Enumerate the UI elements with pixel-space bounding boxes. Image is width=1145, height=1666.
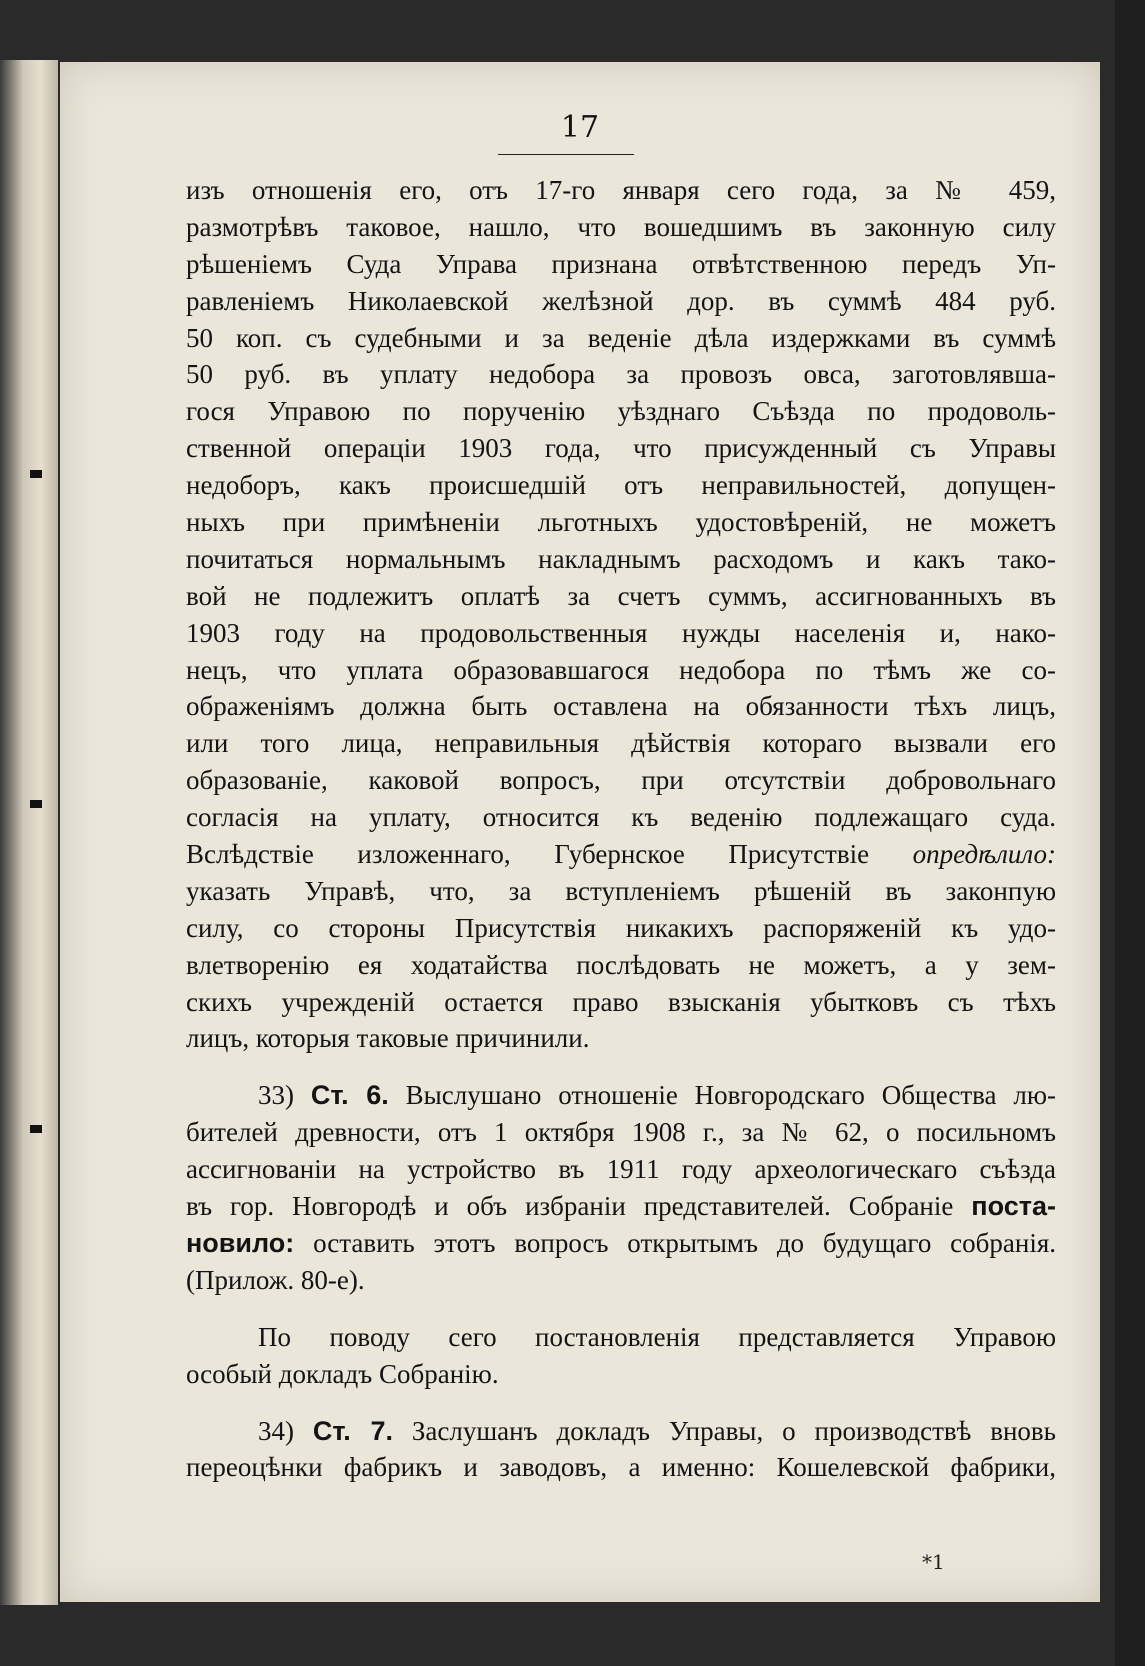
binding-mark: [30, 800, 42, 808]
item-number: 33): [258, 1080, 311, 1111]
text-line: [186, 836, 1056, 873]
text-line: равленіемъ Николаевской желѣзной дор. въ суммѣ 484 руб.: [186, 285, 1056, 316]
text-line: ственной операціи 1903 года, что присужденный съ Управы: [186, 433, 1056, 464]
text-line: гося Управою по порученію уѣзднаго Съѣзда по продоволь-: [186, 396, 1056, 427]
text-line: [186, 1225, 1056, 1262]
text-line: переоцѣнки фабрикъ и заводовъ, а именно: Кошелевской фабрики,: [186, 1452, 1056, 1483]
text-line: вой не подлежитъ оплатѣ за счетъ суммъ, ассигнованныхъ въ: [186, 580, 1056, 611]
note-paragraph: [186, 1319, 1056, 1393]
scan-background: [1115, 0, 1145, 1666]
text-run: Вслѣдствіе изложеннаго, Губернское Присутствіе: [186, 839, 913, 870]
paragraph-gap: [186, 1057, 1056, 1077]
page-body: [186, 172, 1056, 1486]
text-line: согласія на уплату, относится къ веденію подлежащаго суда.: [186, 802, 1056, 833]
resolution-keyword: поста-: [971, 1191, 1056, 1222]
page-number: 17: [560, 110, 600, 145]
text-line: [186, 1077, 1056, 1114]
text-line: 50 руб. въ уплату недобора за провозъ овса, заготовлявша-: [186, 359, 1056, 390]
signature-mark: *1: [922, 1550, 945, 1574]
text-line: 1903 году на продовольственныя нужды населенія и, нако-: [186, 617, 1056, 648]
book-page: [60, 62, 1100, 1602]
text-line: бителей древности, отъ 1 октября 1908 г., за № 62, о посильномъ: [186, 1117, 1056, 1148]
text-line: изъ отношенія его, отъ 17-го января сего года, за № 459,: [186, 175, 1056, 205]
text-line: силу, со стороны Присутствія никакихъ распоряженій къ удо-: [186, 912, 1056, 943]
text-line: влетворенію ея ходатайства послѣдовать не можетъ, а у зем-: [186, 949, 1056, 980]
item-number: 34): [258, 1415, 313, 1446]
text-run: въ гор. Новгородѣ и объ избраніи представителей. Собраніе: [186, 1191, 972, 1222]
text-line: (Прилож. 80-е).: [186, 1264, 365, 1295]
text-line: размотрѣвъ таковое, нашло, что вошедшимъ въ законную силу: [186, 211, 1056, 242]
paragraph-gap: [186, 1299, 1056, 1319]
binding-mark: [30, 1125, 42, 1133]
text-line: 50 коп. съ судебными и за веденіе дѣла издержками въ суммѣ: [186, 322, 1056, 353]
text-line: указать Управѣ, что, за вступленіемъ рѣшеній въ законпую: [186, 875, 1056, 906]
text-line: недоборъ, какъ происшедшій отъ неправильностей, допущен-: [186, 470, 1056, 501]
text-line: или того лица, неправильныя дѣйствія котораго вызвали его: [186, 728, 1056, 759]
text-run: Выслушано отношеніе Новгородскаго Общества лю-: [388, 1080, 1056, 1111]
text-line: рѣшеніемъ Суда Управа признана отвѣтственною передъ Уп-: [186, 248, 1056, 279]
header-rule: [498, 154, 634, 155]
text-line: особый докладъ Собранію.: [186, 1358, 499, 1389]
text-line: ассигнованіи на устройство въ 1911 году археологическаго съѣзда: [186, 1154, 1056, 1185]
binding-mark: [30, 470, 42, 478]
article-ref: Ст. 6.: [310, 1080, 389, 1111]
text-run: Заслушанъ докладъ Управы, о производствѣ вновь: [392, 1415, 1056, 1446]
emphasis-determined: опредѣлило:: [912, 839, 1056, 870]
text-line: образованіе, каковой вопросъ, при отсутствіи добровольнаго: [186, 765, 1056, 796]
text-line: По поводу сего постановленія представляется Управою: [258, 1321, 1056, 1352]
item-33: [186, 1077, 1056, 1298]
text-line: нецъ, что уплата образовавшагося недобора по тѣмъ же со-: [186, 654, 1056, 685]
paragraph-1: [186, 172, 1056, 1057]
article-ref: Ст. 7.: [312, 1415, 393, 1446]
item-34: [186, 1413, 1056, 1487]
resolution-keyword: новило:: [186, 1227, 295, 1258]
text-line: ображеніямъ должна быть оставлена на обязанности тѣхъ лицъ,: [186, 691, 1056, 722]
text-line: почитаться нормальнымъ накладнымъ расходомъ и какъ тако-: [186, 543, 1056, 574]
paragraph-gap: [186, 1393, 1056, 1413]
adjacent-page-edge: [0, 60, 58, 1605]
text-line: [186, 1188, 1056, 1225]
text-line: [186, 1413, 1056, 1450]
text-run: оставить этотъ вопросъ открытымъ до будущаго собранія.: [294, 1227, 1056, 1258]
text-line: лицъ, которыя таковые причинили.: [186, 1023, 590, 1054]
text-line: скихъ учрежденій остается право взысканія убытковъ съ тѣхъ: [186, 986, 1056, 1017]
text-line: ныхъ при примѣненіи льготныхъ удостовѣреній, не можетъ: [186, 507, 1056, 538]
